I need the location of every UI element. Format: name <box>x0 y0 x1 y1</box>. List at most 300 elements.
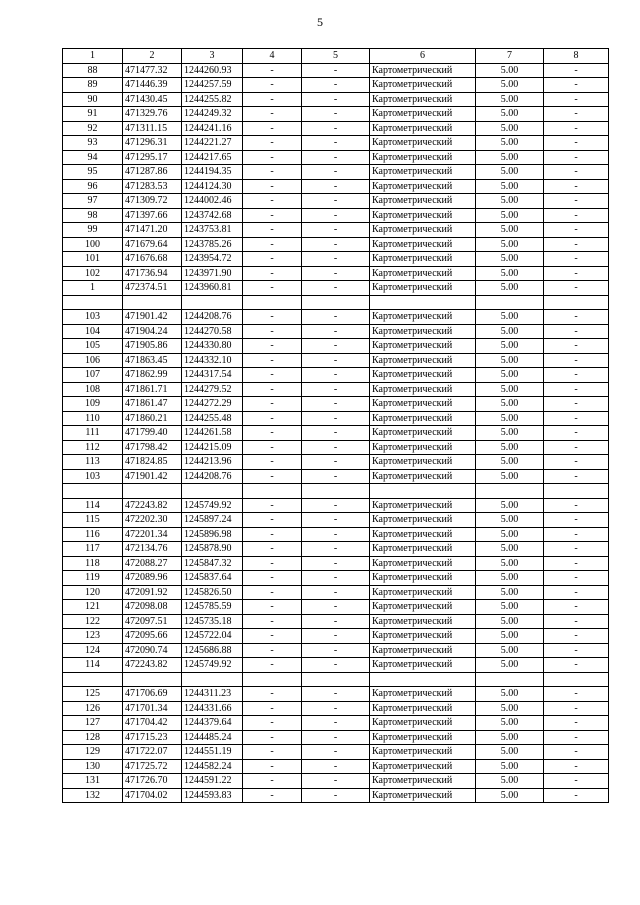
column-4-cell: - <box>243 701 302 716</box>
column-5-cell: - <box>302 382 370 397</box>
column-4-cell: - <box>243 513 302 528</box>
column-8-cell: - <box>544 252 609 267</box>
accuracy-cell: 5.00 <box>476 107 544 122</box>
table-row <box>63 353 609 368</box>
table-row <box>63 397 609 412</box>
empty-cell <box>243 295 302 310</box>
method-cell: Картометрический <box>370 63 476 78</box>
empty-cell <box>370 484 476 499</box>
table-row <box>63 237 609 252</box>
method-cell: Картометрический <box>370 716 476 731</box>
x-coordinate-cell: 471725.72 <box>123 759 182 774</box>
table-body <box>63 63 609 803</box>
x-coordinate-cell: 471726.70 <box>123 774 182 789</box>
point-number-cell: 92 <box>63 121 123 136</box>
column-5-cell: - <box>302 136 370 151</box>
empty-cell <box>302 484 370 499</box>
method-cell: Картометрический <box>370 600 476 615</box>
point-number-cell: 99 <box>63 223 123 238</box>
accuracy-cell: 5.00 <box>476 324 544 339</box>
column-5-cell: - <box>302 788 370 803</box>
accuracy-cell: 5.00 <box>476 759 544 774</box>
method-cell: Картометрический <box>370 368 476 383</box>
method-cell: Картометрический <box>370 266 476 281</box>
point-number-cell: 117 <box>63 542 123 557</box>
point-number-cell: 122 <box>63 614 123 629</box>
x-coordinate-cell: 471704.42 <box>123 716 182 731</box>
y-coordinate-cell: 1245722.04 <box>182 629 243 644</box>
point-number-cell: 90 <box>63 92 123 107</box>
table-row <box>63 687 609 702</box>
method-cell: Картометрический <box>370 208 476 223</box>
column-4-cell: - <box>243 687 302 702</box>
method-cell: Картометрический <box>370 339 476 354</box>
x-coordinate-cell: 472134.76 <box>123 542 182 557</box>
column-8-cell: - <box>544 571 609 586</box>
point-number-cell: 104 <box>63 324 123 339</box>
empty-cell <box>63 295 123 310</box>
accuracy-cell: 5.00 <box>476 179 544 194</box>
x-coordinate-cell: 472088.27 <box>123 556 182 571</box>
point-number-cell: 118 <box>63 556 123 571</box>
column-4-cell: - <box>243 527 302 542</box>
column-8-cell: - <box>544 78 609 93</box>
table-row <box>63 701 609 716</box>
point-number-cell: 101 <box>63 252 123 267</box>
column-5-cell: - <box>302 63 370 78</box>
accuracy-cell: 5.00 <box>476 150 544 165</box>
column-4-cell: - <box>243 252 302 267</box>
y-coordinate-cell: 1244194.35 <box>182 165 243 180</box>
column-5-cell: - <box>302 629 370 644</box>
column-4-cell: - <box>243 571 302 586</box>
point-number-cell: 130 <box>63 759 123 774</box>
table-row <box>63 208 609 223</box>
column-5-cell: - <box>302 469 370 484</box>
method-cell: Картометрический <box>370 382 476 397</box>
point-number-cell: 105 <box>63 339 123 354</box>
method-cell: Картометрический <box>370 426 476 441</box>
y-coordinate-cell: 1244241.16 <box>182 121 243 136</box>
accuracy-cell: 5.00 <box>476 237 544 252</box>
accuracy-cell: 5.00 <box>476 469 544 484</box>
x-coordinate-cell: 472097.51 <box>123 614 182 629</box>
column-header: 3 <box>182 49 243 64</box>
y-coordinate-cell: 1245749.92 <box>182 658 243 673</box>
column-5-cell: - <box>302 527 370 542</box>
y-coordinate-cell: 1244213.96 <box>182 455 243 470</box>
x-coordinate-cell: 471704.02 <box>123 788 182 803</box>
column-8-cell: - <box>544 353 609 368</box>
column-5-cell: - <box>302 411 370 426</box>
accuracy-cell: 5.00 <box>476 716 544 731</box>
accuracy-cell: 5.00 <box>476 701 544 716</box>
page-number: 5 <box>317 15 323 29</box>
column-8-cell: - <box>544 165 609 180</box>
empty-cell <box>370 672 476 687</box>
accuracy-cell: 5.00 <box>476 397 544 412</box>
column-4-cell: - <box>243 92 302 107</box>
method-cell: Картометрический <box>370 121 476 136</box>
method-cell: Картометрический <box>370 542 476 557</box>
column-4-cell: - <box>243 614 302 629</box>
method-cell: Картометрический <box>370 440 476 455</box>
x-coordinate-cell: 471679.64 <box>123 237 182 252</box>
method-cell: Картометрический <box>370 774 476 789</box>
x-coordinate-cell: 471311.15 <box>123 121 182 136</box>
method-cell: Картометрический <box>370 194 476 209</box>
point-number-cell: 106 <box>63 353 123 368</box>
accuracy-cell: 5.00 <box>476 353 544 368</box>
x-coordinate-cell: 471722.07 <box>123 745 182 760</box>
accuracy-cell: 5.00 <box>476 78 544 93</box>
column-4-cell: - <box>243 339 302 354</box>
method-cell: Картометрический <box>370 150 476 165</box>
point-number-cell: 96 <box>63 179 123 194</box>
column-4-cell: - <box>243 281 302 296</box>
column-8-cell: - <box>544 397 609 412</box>
column-4-cell: - <box>243 745 302 760</box>
column-4-cell: - <box>243 324 302 339</box>
table-row <box>63 136 609 151</box>
column-5-cell: - <box>302 600 370 615</box>
column-5-cell: - <box>302 208 370 223</box>
table-row <box>63 745 609 760</box>
column-8-cell: - <box>544 266 609 281</box>
y-coordinate-cell: 1244260.93 <box>182 63 243 78</box>
table-row <box>63 556 609 571</box>
table-row <box>63 121 609 136</box>
column-8-cell: - <box>544 237 609 252</box>
method-cell: Картометрический <box>370 78 476 93</box>
table-row <box>63 368 609 383</box>
table-row <box>63 266 609 281</box>
x-coordinate-cell: 471701.34 <box>123 701 182 716</box>
x-coordinate-cell: 472089.96 <box>123 571 182 586</box>
x-coordinate-cell: 471287.86 <box>123 165 182 180</box>
accuracy-cell: 5.00 <box>476 643 544 658</box>
method-cell: Картометрический <box>370 687 476 702</box>
accuracy-cell: 5.00 <box>476 194 544 209</box>
x-coordinate-cell: 471446.39 <box>123 78 182 93</box>
column-8-cell: - <box>544 368 609 383</box>
column-5-cell: - <box>302 179 370 194</box>
method-cell: Картометрический <box>370 527 476 542</box>
accuracy-cell: 5.00 <box>476 266 544 281</box>
x-coordinate-cell: 471283.53 <box>123 179 182 194</box>
x-coordinate-cell: 472091.92 <box>123 585 182 600</box>
empty-cell <box>123 484 182 499</box>
y-coordinate-cell: 1243753.81 <box>182 223 243 238</box>
accuracy-cell: 5.00 <box>476 252 544 267</box>
column-4-cell: - <box>243 121 302 136</box>
column-5-cell: - <box>302 281 370 296</box>
empty-cell <box>182 484 243 499</box>
empty-cell <box>476 484 544 499</box>
column-5-cell: - <box>302 266 370 281</box>
column-5-cell: - <box>302 658 370 673</box>
y-coordinate-cell: 1244317.54 <box>182 368 243 383</box>
y-coordinate-cell: 1244330.80 <box>182 339 243 354</box>
accuracy-cell: 5.00 <box>476 208 544 223</box>
accuracy-cell: 5.00 <box>476 585 544 600</box>
column-5-cell: - <box>302 687 370 702</box>
point-number-cell: 121 <box>63 600 123 615</box>
point-number-cell: 93 <box>63 136 123 151</box>
y-coordinate-cell: 1244208.76 <box>182 469 243 484</box>
point-number-cell: 114 <box>63 498 123 513</box>
point-number-cell: 119 <box>63 571 123 586</box>
column-4-cell: - <box>243 556 302 571</box>
column-4-cell: - <box>243 310 302 325</box>
method-cell: Картометрический <box>370 237 476 252</box>
y-coordinate-cell: 1245735.18 <box>182 614 243 629</box>
accuracy-cell: 5.00 <box>476 63 544 78</box>
x-coordinate-cell: 472098.08 <box>123 600 182 615</box>
x-coordinate-cell: 471736.94 <box>123 266 182 281</box>
column-4-cell: - <box>243 78 302 93</box>
method-cell: Картометрический <box>370 281 476 296</box>
column-5-cell: - <box>302 92 370 107</box>
column-8-cell: - <box>544 614 609 629</box>
column-4-cell: - <box>243 136 302 151</box>
y-coordinate-cell: 1245826.50 <box>182 585 243 600</box>
y-coordinate-cell: 1244591.22 <box>182 774 243 789</box>
y-coordinate-cell: 1244217.65 <box>182 150 243 165</box>
accuracy-cell: 5.00 <box>476 571 544 586</box>
column-header: 4 <box>243 49 302 64</box>
empty-cell <box>123 295 182 310</box>
x-coordinate-cell: 471905.86 <box>123 339 182 354</box>
method-cell: Картометрический <box>370 136 476 151</box>
column-5-cell: - <box>302 194 370 209</box>
column-4-cell: - <box>243 353 302 368</box>
column-8-cell: - <box>544 150 609 165</box>
method-cell: Картометрический <box>370 179 476 194</box>
x-coordinate-cell: 472243.82 <box>123 658 182 673</box>
empty-cell <box>544 672 609 687</box>
point-number-cell: 94 <box>63 150 123 165</box>
column-5-cell: - <box>302 353 370 368</box>
column-8-cell: - <box>544 498 609 513</box>
method-cell: Картометрический <box>370 629 476 644</box>
table-row <box>63 78 609 93</box>
x-coordinate-cell: 471329.76 <box>123 107 182 122</box>
point-number-cell: 109 <box>63 397 123 412</box>
column-5-cell: - <box>302 121 370 136</box>
method-cell: Картометрический <box>370 455 476 470</box>
column-5-cell: - <box>302 643 370 658</box>
y-coordinate-cell: 1244221.27 <box>182 136 243 151</box>
y-coordinate-cell: 1243971.90 <box>182 266 243 281</box>
x-coordinate-cell: 471471.20 <box>123 223 182 238</box>
accuracy-cell: 5.00 <box>476 542 544 557</box>
column-5-cell: - <box>302 165 370 180</box>
y-coordinate-cell: 1243960.81 <box>182 281 243 296</box>
y-coordinate-cell: 1244551.19 <box>182 745 243 760</box>
x-coordinate-cell: 471824.85 <box>123 455 182 470</box>
header-row <box>63 49 609 64</box>
column-8-cell: - <box>544 600 609 615</box>
y-coordinate-cell: 1244255.82 <box>182 92 243 107</box>
y-coordinate-cell: 1244272.29 <box>182 397 243 412</box>
point-number-cell: 131 <box>63 774 123 789</box>
table-row <box>63 658 609 673</box>
accuracy-cell: 5.00 <box>476 455 544 470</box>
column-header: 6 <box>370 49 476 64</box>
method-cell: Картометрический <box>370 788 476 803</box>
column-8-cell: - <box>544 440 609 455</box>
column-5-cell: - <box>302 745 370 760</box>
column-4-cell: - <box>243 440 302 455</box>
point-number-cell: 116 <box>63 527 123 542</box>
table-row <box>63 600 609 615</box>
y-coordinate-cell: 1244332.10 <box>182 353 243 368</box>
method-cell: Картометрический <box>370 658 476 673</box>
column-4-cell: - <box>243 397 302 412</box>
x-coordinate-cell: 471798.42 <box>123 440 182 455</box>
separator-row <box>63 295 609 310</box>
column-4-cell: - <box>243 208 302 223</box>
table-row <box>63 542 609 557</box>
table-row <box>63 643 609 658</box>
x-coordinate-cell: 471862.99 <box>123 368 182 383</box>
column-8-cell: - <box>544 701 609 716</box>
y-coordinate-cell: 1244261.58 <box>182 426 243 441</box>
method-cell: Картометрический <box>370 513 476 528</box>
method-cell: Картометрический <box>370 614 476 629</box>
empty-cell <box>544 484 609 499</box>
empty-cell <box>302 295 370 310</box>
column-4-cell: - <box>243 382 302 397</box>
table-row <box>63 252 609 267</box>
accuracy-cell: 5.00 <box>476 165 544 180</box>
point-number-cell: 91 <box>63 107 123 122</box>
x-coordinate-cell: 471863.45 <box>123 353 182 368</box>
y-coordinate-cell: 1245785.59 <box>182 600 243 615</box>
x-coordinate-cell: 471430.45 <box>123 92 182 107</box>
column-8-cell: - <box>544 179 609 194</box>
point-number-cell: 132 <box>63 788 123 803</box>
method-cell: Картометрический <box>370 411 476 426</box>
column-8-cell: - <box>544 730 609 745</box>
x-coordinate-cell: 472095.66 <box>123 629 182 644</box>
empty-cell <box>123 672 182 687</box>
column-5-cell: - <box>302 701 370 716</box>
table-row <box>63 411 609 426</box>
column-5-cell: - <box>302 614 370 629</box>
column-8-cell: - <box>544 469 609 484</box>
table-row <box>63 382 609 397</box>
x-coordinate-cell: 471860.21 <box>123 411 182 426</box>
column-5-cell: - <box>302 774 370 789</box>
table-row <box>63 440 609 455</box>
column-5-cell: - <box>302 571 370 586</box>
accuracy-cell: 5.00 <box>476 556 544 571</box>
method-cell: Картометрический <box>370 324 476 339</box>
column-5-cell: - <box>302 440 370 455</box>
y-coordinate-cell: 1244311.23 <box>182 687 243 702</box>
accuracy-cell: 5.00 <box>476 614 544 629</box>
method-cell: Картометрический <box>370 353 476 368</box>
accuracy-cell: 5.00 <box>476 382 544 397</box>
y-coordinate-cell: 1244279.52 <box>182 382 243 397</box>
table-row <box>63 281 609 296</box>
empty-cell <box>370 295 476 310</box>
column-4-cell: - <box>243 788 302 803</box>
accuracy-cell: 5.00 <box>476 788 544 803</box>
method-cell: Картометрический <box>370 107 476 122</box>
y-coordinate-cell: 1243954.72 <box>182 252 243 267</box>
method-cell: Картометрический <box>370 730 476 745</box>
point-number-cell: 125 <box>63 687 123 702</box>
column-8-cell: - <box>544 92 609 107</box>
accuracy-cell: 5.00 <box>476 426 544 441</box>
x-coordinate-cell: 471799.40 <box>123 426 182 441</box>
column-8-cell: - <box>544 527 609 542</box>
accuracy-cell: 5.00 <box>476 339 544 354</box>
method-cell: Картометрический <box>370 571 476 586</box>
table-row <box>63 498 609 513</box>
empty-cell <box>476 672 544 687</box>
x-coordinate-cell: 471676.68 <box>123 252 182 267</box>
method-cell: Картометрический <box>370 745 476 760</box>
empty-cell <box>544 295 609 310</box>
column-8-cell: - <box>544 208 609 223</box>
accuracy-cell: 5.00 <box>476 629 544 644</box>
column-5-cell: - <box>302 107 370 122</box>
empty-cell <box>182 672 243 687</box>
column-4-cell: - <box>243 237 302 252</box>
y-coordinate-cell: 1244582.24 <box>182 759 243 774</box>
empty-cell <box>476 295 544 310</box>
column-8-cell: - <box>544 788 609 803</box>
y-coordinate-cell: 1245749.92 <box>182 498 243 513</box>
accuracy-cell: 5.00 <box>476 223 544 238</box>
table-row <box>63 629 609 644</box>
point-number-cell: 89 <box>63 78 123 93</box>
point-number-cell: 123 <box>63 629 123 644</box>
y-coordinate-cell: 1244270.58 <box>182 324 243 339</box>
column-4-cell: - <box>243 730 302 745</box>
point-number-cell: 128 <box>63 730 123 745</box>
column-header: 8 <box>544 49 609 64</box>
method-cell: Картометрический <box>370 223 476 238</box>
column-5-cell: - <box>302 252 370 267</box>
column-8-cell: - <box>544 629 609 644</box>
point-number-cell: 1 <box>63 281 123 296</box>
table-row <box>63 585 609 600</box>
column-5-cell: - <box>302 150 370 165</box>
accuracy-cell: 5.00 <box>476 774 544 789</box>
table-row <box>63 571 609 586</box>
y-coordinate-cell: 1243742.68 <box>182 208 243 223</box>
accuracy-cell: 5.00 <box>476 730 544 745</box>
column-4-cell: - <box>243 368 302 383</box>
column-8-cell: - <box>544 513 609 528</box>
column-4-cell: - <box>243 266 302 281</box>
table-row <box>63 759 609 774</box>
accuracy-cell: 5.00 <box>476 745 544 760</box>
x-coordinate-cell: 472090.74 <box>123 643 182 658</box>
empty-cell <box>243 672 302 687</box>
method-cell: Картометрический <box>370 469 476 484</box>
method-cell: Картометрический <box>370 701 476 716</box>
column-4-cell: - <box>243 469 302 484</box>
y-coordinate-cell: 1245896.98 <box>182 527 243 542</box>
y-coordinate-cell: 1245837.64 <box>182 571 243 586</box>
x-coordinate-cell: 472243.82 <box>123 498 182 513</box>
